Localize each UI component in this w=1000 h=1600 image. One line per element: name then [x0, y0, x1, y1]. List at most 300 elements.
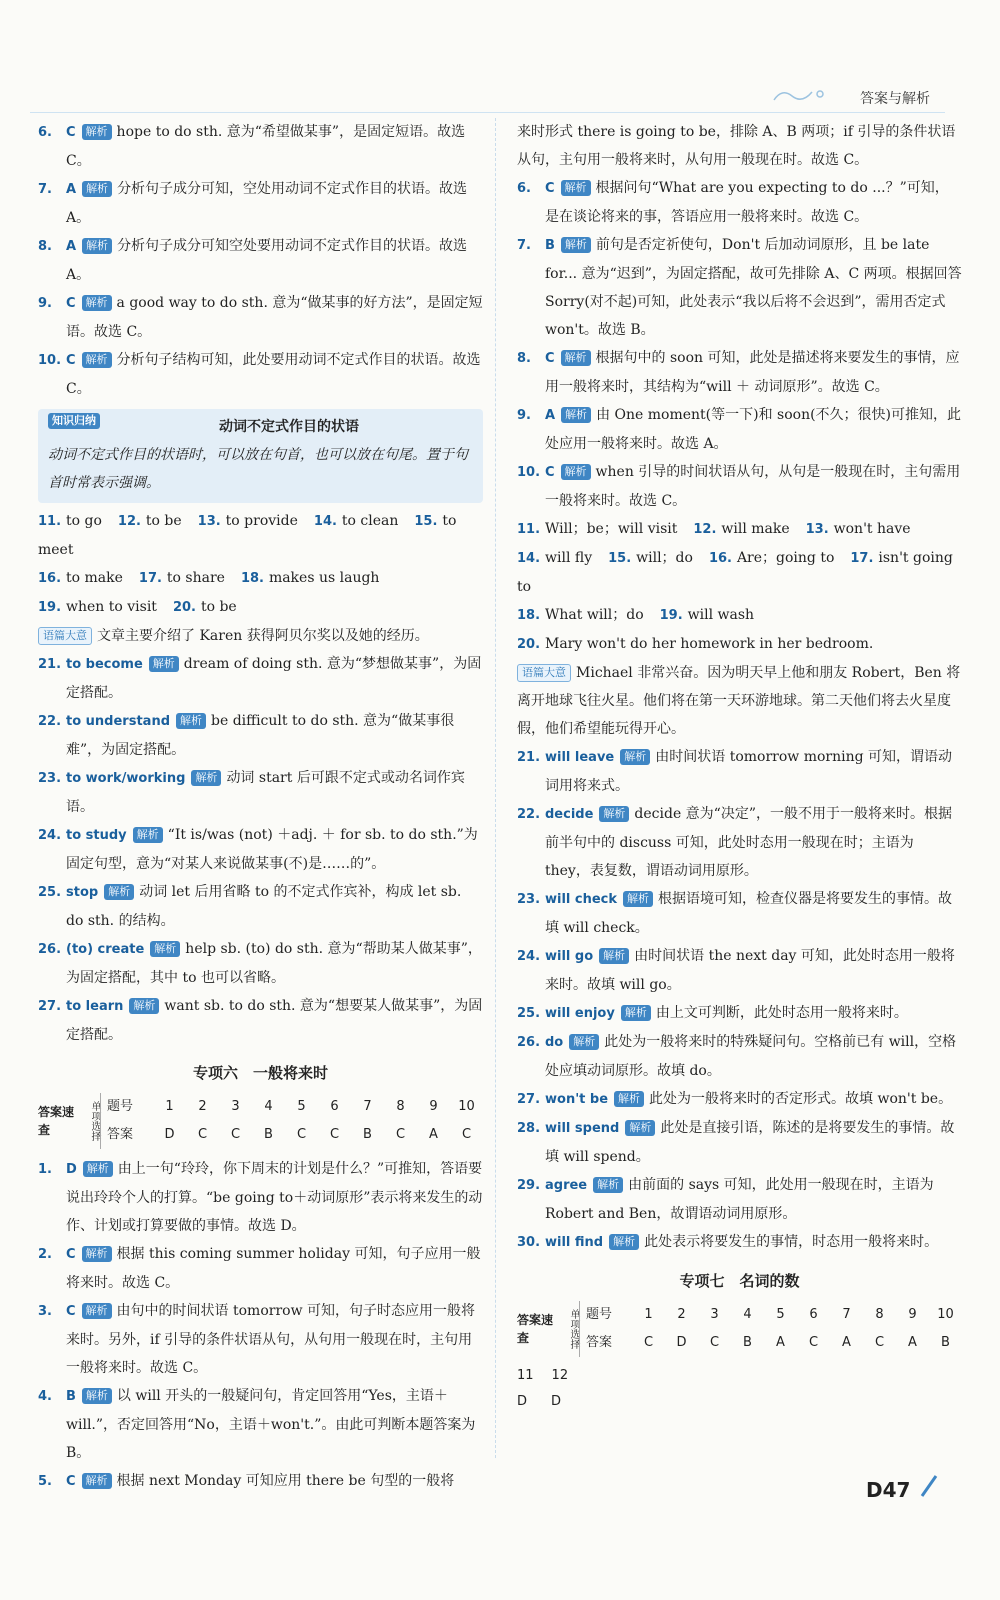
item-number: 6. [517, 181, 531, 196]
item-number: 25. [517, 1006, 541, 1021]
answer-letter: C [874, 1335, 885, 1350]
item-explanation: 由前面的 says 可知，此处用一般现在时，主语为 Robert and Ben，故谓语动词用原形。 [545, 1177, 934, 1222]
item-answer: do [545, 1035, 564, 1050]
question-number: 2 [677, 1307, 686, 1322]
answer-item [517, 174, 962, 231]
item-answer: won't be [545, 1092, 609, 1107]
jiexi-tag: 解析 [191, 770, 221, 786]
jiexi-tag: 解析 [599, 948, 629, 964]
continuation-text: 来时形式 there is going to be，排除 A、B 两项；if 引导的条件状语从句，主句用一般将来时，从句用一般现在时。故选 C。 [517, 124, 956, 168]
header-doodle-icon [770, 84, 830, 106]
item-explanation: dream of doing sth. 意为“梦想做某事”，为固定搭配。 [66, 656, 482, 701]
item-number: 14. [313, 514, 337, 529]
answer-item [38, 232, 483, 289]
item-number: 8. [517, 351, 531, 366]
item-answer: to become [66, 657, 143, 672]
answer-table [517, 1301, 962, 1357]
question-number: 2 [198, 1099, 207, 1114]
item-number: 23. [517, 892, 541, 907]
section-title: 专项六 一般将来时 [192, 1064, 328, 1082]
item-answer: will go [545, 949, 594, 964]
row-header: 答案 [586, 1335, 613, 1350]
item-explanation: help sb. (to) do sth. 意为“帮助某人做某事”，为固定搭配，其中 to 也可以省略。 [66, 941, 482, 986]
item-answer: to go [66, 513, 102, 529]
fill-row [517, 544, 962, 601]
question-number: 9 [429, 1099, 438, 1114]
fill-entry [660, 607, 754, 623]
item-answer: will find [545, 1235, 604, 1250]
answer-letter: C [395, 1127, 406, 1142]
jiexi-tag: 解析 [104, 884, 134, 900]
item-answer: stop [66, 885, 99, 900]
item-answer: to be [145, 513, 182, 529]
jiexi-tag: 解析 [593, 1177, 623, 1193]
answer-table [38, 1093, 483, 1149]
item-answer: B [66, 1389, 76, 1404]
answer-item [38, 764, 483, 821]
jiexi-tag: 解析 [561, 407, 591, 423]
question-number: 12 [551, 1368, 569, 1383]
item-answer: C [66, 1247, 76, 1262]
fill-row [38, 507, 483, 564]
item-explanation: a good way to do sth. 意为“做某事的好方法”，是固定短语。故选 C。 [66, 295, 483, 340]
answer-letter: A [429, 1127, 438, 1142]
item-number: 20. [172, 600, 196, 615]
item-answer: will leave [545, 750, 615, 765]
item-answer: will check [545, 892, 618, 907]
fill-row [517, 601, 962, 630]
item-answer: C [545, 351, 555, 366]
item-answer: What will；do [545, 607, 644, 623]
answer-item [38, 1382, 483, 1467]
answer-row [586, 1329, 962, 1357]
item-number: 20. [517, 637, 541, 652]
fill-entry [118, 513, 182, 529]
extra-number-row [517, 1363, 962, 1389]
answer-grid [579, 1301, 962, 1357]
item-answer: C [545, 181, 555, 196]
answer-letter: A [908, 1335, 917, 1350]
fill-entry [198, 513, 298, 529]
jiexi-tag: 解析 [561, 237, 591, 253]
item-explanation: 动词 let 后用省略 to 的不定式作宾补，构成 let sb. do sth. 的结构。 [66, 884, 462, 929]
item-answer: Mary won't do her homework in her bedroom. [545, 636, 874, 652]
fill-row [517, 515, 962, 544]
item-number: 22. [517, 807, 541, 822]
item-answer: will spend [545, 1121, 620, 1136]
item-number: 25. [38, 885, 62, 900]
fill-entry [608, 550, 693, 566]
answer-item [38, 289, 483, 346]
answer-item [38, 346, 483, 403]
question-number: 8 [875, 1307, 884, 1322]
question-number: 11 [517, 1368, 534, 1383]
header-rule [30, 112, 945, 113]
answer-item [517, 401, 962, 458]
question-number: 3 [231, 1099, 240, 1114]
page-number: D47 [866, 1478, 911, 1502]
item-explanation: 此处表示将要发生的事情，时态用一般将来时。 [644, 1234, 939, 1250]
number-row [586, 1301, 962, 1329]
answer-item [517, 231, 962, 344]
item-answer: C [66, 125, 76, 140]
item-explanation: 根据问句“What are you expecting to do ...？”可知，是在谈论将来的事，答语应用一般将来时。故选 C。 [545, 180, 949, 225]
item-answer: to understand [66, 714, 170, 729]
item-explanation: 分析句子成分可知，空处用动词不定式作目的状语。故选 A。 [66, 181, 468, 226]
item-number: 28. [517, 1121, 541, 1136]
item-explanation: hope to do sth. 意为“希望做某事”，是固定短语。故选 C。 [66, 124, 466, 169]
item-answer: B [545, 238, 555, 253]
answer-row [107, 1121, 483, 1149]
item-answer: C [66, 296, 76, 311]
answer-item [517, 344, 962, 401]
yupian-tag: 语篇大意 [38, 627, 92, 645]
fill-entry [517, 636, 873, 652]
item-answer: will make [721, 521, 790, 537]
item-number: 18. [240, 571, 264, 586]
right-column [517, 118, 962, 1415]
item-explanation: 分析句子结构可知，此处要用动词不定式作目的状语。故选 C。 [66, 352, 481, 397]
item-explanation: 根据句中的 soon 可知，此处是描述将来要发生的事情，应用一般将来时，其结构为“will ＋ 动词原形”。故选 C。 [545, 350, 960, 395]
answer-letter: C [709, 1335, 720, 1350]
item-number: 8. [38, 239, 52, 254]
answer-item [38, 1155, 483, 1240]
item-explanation: be difficult to do sth. 意为“做某事很难”，为固定搭配。 [66, 713, 455, 758]
jiexi-tag: 解析 [82, 295, 112, 311]
item-answer: will；do [636, 550, 693, 566]
item-number: 21. [517, 750, 541, 765]
jiexi-tag: 解析 [599, 806, 629, 822]
item-answer: D [66, 1162, 77, 1177]
item-answer: will wash [687, 607, 755, 623]
row-header: 答案 [107, 1127, 134, 1142]
item-number: 27. [517, 1092, 541, 1107]
jiexi-tag: 解析 [82, 1246, 112, 1262]
question-number: 1 [644, 1307, 653, 1322]
fill-entry [38, 513, 102, 529]
answer-item [517, 743, 962, 800]
summary-text: 文章主要介绍了 Karen 获得阿贝尔奖以及她的经历。 [97, 628, 429, 644]
item-explanation: 由上文可判断，此处时态用一般将来时。 [655, 1005, 908, 1021]
question-number: 1 [165, 1099, 174, 1114]
item-number: 14. [517, 551, 541, 566]
answer-letter: D [676, 1335, 687, 1350]
item-number: 19. [659, 608, 683, 623]
item-answer: to clean [341, 513, 399, 529]
jiexi-tag: 解析 [609, 1234, 639, 1250]
jiexi-tag: 解析 [561, 350, 591, 366]
item-answer: C [545, 465, 555, 480]
item-number: 9. [38, 296, 52, 311]
item-answer: Will；be；will visit [545, 521, 678, 537]
item-answer: Are；going to [736, 550, 835, 566]
item-answer: decide [545, 807, 594, 822]
item-number: 17. [138, 571, 162, 586]
item-number: 4. [38, 1389, 52, 1404]
question-number: 7 [363, 1099, 372, 1114]
fill-entry [517, 521, 677, 537]
answer-letter: B [264, 1127, 273, 1142]
item-number: 16. [708, 551, 732, 566]
item-number: 12. [693, 522, 717, 537]
answer-grid [100, 1093, 483, 1149]
jiexi-tag: 解析 [625, 1120, 655, 1136]
fill-entry [693, 521, 789, 537]
knowledge-title: 动词不定式作目的状语 [219, 419, 359, 435]
item-explanation: when 引导的时间状语从句，从句是一般现在时，主句需用一般将来时。故选 C。 [545, 464, 961, 509]
jiexi-tag: 解析 [561, 180, 591, 196]
question-number: 4 [264, 1099, 273, 1114]
jiexi-tag: 解析 [82, 181, 112, 197]
jiexi-tag: 解析 [569, 1034, 599, 1050]
answer-letter: C [329, 1127, 340, 1142]
jiexi-tag: 解析 [614, 1091, 644, 1107]
question-number: 5 [297, 1099, 306, 1114]
number-row [107, 1093, 483, 1121]
answer-table-sublabel: 单项选择 [89, 1101, 100, 1141]
item-number: 19. [38, 600, 62, 615]
item-answer: to meet [38, 513, 457, 558]
item-number: 15. [608, 551, 632, 566]
row-header: 题号 [107, 1099, 134, 1114]
item-number: 1. [38, 1162, 52, 1177]
jiexi-tag: 解析 [620, 749, 650, 765]
item-number: 6. [38, 125, 52, 140]
item-explanation: 以 will 开头的一般疑问句，肯定回答用“Yes，主语＋will.”，否定回答用“No，主语＋won't.”。由此可判断本题答案为 B。 [66, 1388, 476, 1461]
page-corner-icon [918, 1470, 942, 1500]
jiexi-tag: 解析 [82, 1303, 112, 1319]
fill-entry [38, 570, 123, 586]
item-explanation: 动词 start 后可跟不定式或动名词作宾语。 [66, 770, 465, 815]
answer-table-label: 答案速查 [38, 1105, 75, 1137]
answer-table-sublabel: 单项选择 [568, 1309, 579, 1349]
jiexi-tag: 解析 [129, 998, 159, 1014]
answer-letter: D [164, 1127, 175, 1142]
answer-letter: B [363, 1127, 372, 1142]
answer-letter: C [296, 1127, 307, 1142]
fill-entry [139, 570, 225, 586]
item-explanation: want sb. to do sth. 意为“想要某人做某事”，为固定搭配。 [66, 998, 483, 1043]
item-explanation: 根据 this coming summer holiday 可知，句子应用一般将来时。故选 C。 [66, 1246, 481, 1291]
answer-item [517, 1114, 962, 1171]
answer-letter: D [551, 1394, 562, 1409]
item-answer: A [66, 182, 77, 197]
answer-item [517, 885, 962, 942]
item-number: 27. [38, 999, 62, 1014]
fill-entry [38, 599, 157, 615]
answer-item [517, 458, 962, 515]
question-number: 9 [908, 1307, 917, 1322]
item-answer: A [66, 239, 77, 254]
fill-entry [314, 513, 398, 529]
item-number: 12. [117, 514, 141, 529]
item-explanation: 由 One moment(等一下)和 soon(不久；很快)可推知，此处应用一般将来时。故选 A。 [545, 407, 962, 452]
item-number: 10. [38, 353, 62, 368]
answer-letter: C [230, 1127, 241, 1142]
jiexi-tag: 解析 [82, 352, 112, 368]
answer-table-label: 答案速查 [517, 1313, 554, 1345]
item-explanation: 由上一句“玲玲，你下周末的计划是什么？”可推知，答语要说出玲玲个人的打算。“be going to＋动词原形”表示将来发生的动作、计划或打算要做的事情。故选 D。 [66, 1161, 483, 1234]
zhishi-tag: 知识归纳 [48, 413, 100, 429]
question-number: 5 [776, 1307, 785, 1322]
item-number: 13. [805, 522, 829, 537]
answer-item [38, 707, 483, 764]
question-number: 6 [330, 1099, 339, 1114]
answer-item [517, 1028, 962, 1085]
item-answer: to learn [66, 999, 124, 1014]
summary-text: Michael 非常兴奋。因为明天早上他和朋友 Robert，Ben 将离开地球飞往火星。他们将在第一天环游地球。第二天他们将去火星度假，他们希望能玩得开心。 [517, 665, 961, 737]
item-number: 22. [38, 714, 62, 729]
fill-entry [517, 550, 592, 566]
answer-item [38, 650, 483, 707]
item-explanation: 此处是直接引语，陈述的是将要发生的事情。故填 will spend。 [545, 1120, 955, 1165]
question-number: 7 [842, 1307, 851, 1322]
jiexi-tag: 解析 [82, 238, 112, 254]
item-explanation: 由时间状语 the next day 可知，此处时态用一般将来时。故填 will go。 [545, 948, 955, 993]
item-answer: will enjoy [545, 1006, 615, 1021]
passage-summary [517, 659, 962, 743]
answer-letter: A [842, 1335, 851, 1350]
jiexi-tag: 解析 [621, 1005, 651, 1021]
jiexi-tag: 解析 [82, 124, 112, 140]
item-explanation: 此处为一般将来时的否定形式。故填 won't be。 [649, 1091, 953, 1107]
fill-row [38, 593, 483, 622]
passage-summary [38, 622, 483, 650]
item-number: 23. [38, 771, 62, 786]
jiexi-tag: 解析 [176, 713, 206, 729]
question-number: 10 [937, 1307, 954, 1322]
item-answer: C [66, 353, 76, 368]
item-answer: C [66, 1304, 76, 1319]
answer-letter: B [941, 1335, 950, 1350]
answer-letter: D [517, 1394, 528, 1409]
answer-item [38, 175, 483, 232]
question-number: 8 [396, 1099, 405, 1114]
jiexi-tag: 解析 [149, 656, 179, 672]
item-number: 11. [517, 522, 541, 537]
item-answer: (to) create [66, 942, 145, 957]
answer-item [517, 942, 962, 999]
item-number: 26. [517, 1035, 541, 1050]
left-column [38, 118, 483, 1496]
item-answer: agree [545, 1178, 588, 1193]
answer-item [38, 118, 483, 175]
item-number: 9. [517, 408, 531, 423]
item-answer: makes us laugh [268, 570, 380, 586]
item-answer: to provide [225, 513, 298, 529]
item-answer: A [545, 408, 556, 423]
jiexi-tag: 解析 [623, 891, 653, 907]
item-explanation: 前句是否定祈使句，Don't 后加动词原形，且 be late for... 意为“迟到”，为固定搭配，故可先排除 A、C 两项。根据回答 Sorry(对不起)可知，此处表示“我以后将不会迟到”，需用否定式 won't。故选 B。 [545, 237, 962, 338]
fill-row [38, 564, 483, 593]
jiexi-tag: 解析 [83, 1161, 113, 1177]
item-answer: C [66, 1474, 76, 1489]
item-number: 13. [197, 514, 221, 529]
item-number: 24. [38, 828, 62, 843]
item-answer: isn't going to [517, 550, 953, 595]
item-answer: won't have [833, 521, 911, 537]
item-number: 24. [517, 949, 541, 964]
item-explanation: “It is/was (not) ＋adj. ＋ for sb. to do sth.”为固定句型，意为“对某人来说做某事(不)是……的”。 [66, 827, 478, 872]
item-answer: to make [66, 570, 123, 586]
item-number: 30. [517, 1235, 541, 1250]
jiexi-tag: 解析 [82, 1473, 112, 1489]
answer-letter: B [743, 1335, 752, 1350]
answer-item [517, 1171, 962, 1228]
answer-letter: C [197, 1127, 208, 1142]
item-explanation: 由时间状语 tomorrow morning 可知，谓语动词用将来式。 [545, 749, 953, 794]
item-answer: will fly [545, 550, 593, 566]
fill-entry [517, 607, 644, 623]
fill-entry [709, 550, 834, 566]
question-number: 6 [809, 1307, 818, 1322]
jiexi-tag: 解析 [561, 464, 591, 480]
question-number: 3 [710, 1307, 719, 1322]
item-number: 16. [38, 571, 62, 586]
answer-item [38, 1240, 483, 1297]
fill-entry [173, 599, 237, 615]
item-answer: to study [66, 828, 127, 843]
answer-item [38, 1297, 483, 1382]
item-explanation: 此处为一般将来时的特殊疑问句。空格前已有 will，空格处应填动词原形。故填 do。 [545, 1034, 957, 1079]
answer-item [38, 992, 483, 1049]
item-number: 18. [517, 608, 541, 623]
item-answer: to share [166, 570, 225, 586]
item-answer: to be [200, 599, 237, 615]
yupian-tag: 语篇大意 [517, 664, 571, 682]
item-number: 29. [517, 1178, 541, 1193]
item-explanation: decide 意为“决定”，一般不用于一般将来时。根据前半句中的 discuss 可知，此处时态用一般现在时；主语为 they，表复数，谓语动词用原形。 [545, 806, 952, 879]
fill-entry [241, 570, 380, 586]
question-number: 4 [743, 1307, 752, 1322]
knowledge-body: 动词不定式作目的状语时，可以放在句首，也可以放在句尾。置于句首时常表示强调。 [48, 447, 468, 491]
row-header: 题号 [586, 1307, 613, 1322]
jiexi-tag: 解析 [82, 1388, 112, 1404]
item-explanation: 由句中的时间状语 tomorrow 可知，句子时态应用一般将来时。另外，if 引导的条件状语从句，从句用一般现在时，主句用一般将来时。故选 C。 [66, 1303, 476, 1376]
column-divider [495, 118, 496, 1458]
fill-row [517, 630, 962, 659]
answer-letter: C [808, 1335, 819, 1350]
answer-item [517, 1228, 962, 1257]
item-number: 26. [38, 942, 62, 957]
item-number: 7. [517, 238, 531, 253]
extra-answers [517, 1363, 962, 1415]
item-explanation: 分析句子成分可知空处要用动词不定式作目的状语。故选 A。 [66, 238, 468, 283]
jiexi-tag: 解析 [133, 827, 163, 843]
item-number: 11. [38, 514, 62, 529]
extra-answer-row [517, 1389, 962, 1415]
item-number: 2. [38, 1247, 52, 1262]
item-number: 3. [38, 1304, 52, 1319]
question-number: 10 [458, 1099, 475, 1114]
item-explanation: 根据语境可知，检查仪器是将要发生的事情。故填 will check。 [545, 891, 953, 936]
answer-item [517, 800, 962, 885]
item-number: 17. [850, 551, 874, 566]
item-answer: when to visit [66, 599, 157, 615]
answer-item [38, 935, 483, 992]
answer-letter: A [776, 1335, 785, 1350]
knowledge-box [38, 409, 483, 503]
answer-letter: C [643, 1335, 654, 1350]
item-explanation: 根据 next Monday 可知应用 there be 句型的一般将 [116, 1473, 455, 1489]
section-title: 专项七 名词的数 [679, 1272, 800, 1290]
answer-item [517, 1085, 962, 1114]
answer-item [517, 999, 962, 1028]
answer-letter: C [461, 1127, 472, 1142]
item-number: 21. [38, 657, 62, 672]
knowledge-title-row [48, 413, 473, 441]
item-number: 15. [414, 514, 438, 529]
